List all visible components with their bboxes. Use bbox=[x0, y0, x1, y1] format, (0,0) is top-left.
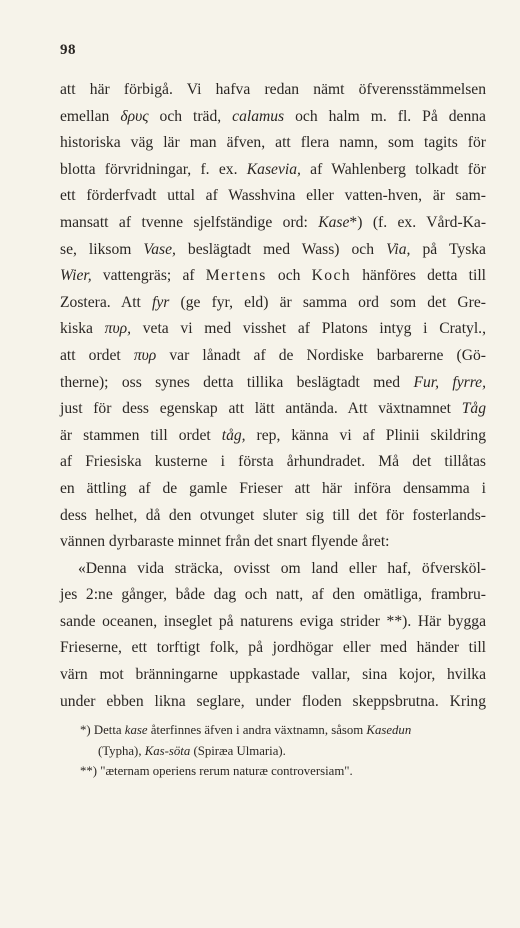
text-run: sande oceanen, inseglet på naturens eviga strider **). Här bygga bbox=[60, 612, 486, 630]
body-text bbox=[60, 77, 486, 715]
text-run: af Wahlenberg tolkadt för bbox=[300, 160, 486, 178]
italic-run: Wier, bbox=[60, 267, 92, 285]
text-line bbox=[60, 77, 486, 104]
text-line bbox=[60, 370, 486, 397]
italic-run: tåg, bbox=[221, 426, 246, 444]
text-run: (Spiræa Ulmaria). bbox=[190, 743, 286, 758]
text-run: af Friesiska kusterne i första århundradet. Må det tillåtas bbox=[60, 453, 486, 471]
italic-run: Via, bbox=[386, 240, 411, 258]
text-line bbox=[60, 529, 486, 556]
italic-run: Kasevia, bbox=[246, 160, 301, 178]
text-line bbox=[60, 689, 486, 716]
text-run: en ättling af de gamle Frieser att här införa densamma i bbox=[60, 479, 486, 497]
text-run: är stammen till ordet bbox=[60, 426, 222, 444]
italic-run: πυρ bbox=[133, 346, 157, 364]
italic-run: δρυς bbox=[120, 107, 149, 125]
italic-run: Kasedun bbox=[366, 723, 412, 737]
text-line bbox=[60, 396, 486, 423]
text-line bbox=[60, 662, 486, 689]
spaced-run: Koch bbox=[311, 267, 352, 285]
footnote-continuation bbox=[60, 741, 486, 762]
text-run: och bbox=[266, 267, 312, 285]
text-run: värn mot bränningarne uppkastade vallar, sina kojor, hvilka bbox=[60, 666, 486, 684]
text-line bbox=[60, 503, 486, 530]
text-line bbox=[60, 104, 486, 131]
italic-run: calamus bbox=[232, 107, 285, 125]
text-line bbox=[60, 609, 486, 636]
text-run: Zostera. Att bbox=[60, 293, 153, 311]
spaced-run: Mertens bbox=[205, 267, 267, 285]
footnotes bbox=[60, 720, 486, 782]
text-line bbox=[60, 263, 486, 290]
text-run: ett förderfvadt uttal af Wasshvina eller vatten-hven, är sam- bbox=[60, 187, 486, 205]
text-run: (ge fyr, eld) är samma ord som det Gre- bbox=[169, 293, 486, 311]
text-run: vattengräs; af bbox=[91, 267, 206, 285]
text-run: emellan bbox=[60, 107, 121, 125]
text-run: vännen dyrbaraste minnet från det snart flyende året: bbox=[60, 533, 390, 551]
text-line bbox=[60, 183, 486, 210]
text-run: therne); oss synes detta tillika beslägtadt med bbox=[60, 373, 414, 391]
italic-run: πυρ, bbox=[104, 320, 131, 338]
text-run: och halm m. fl. På denna bbox=[284, 107, 486, 125]
text-line bbox=[60, 556, 486, 583]
text-run: kiska bbox=[60, 320, 105, 338]
text-line bbox=[60, 237, 486, 264]
text-run: beslägtadt med Wass) och bbox=[175, 240, 387, 258]
text-run: att ordet bbox=[60, 346, 134, 364]
italic-run: Fur, fyrre, bbox=[413, 373, 486, 391]
text-run: blotta förvridningar, f. ex. bbox=[60, 160, 247, 178]
text-line bbox=[60, 423, 486, 450]
text-line bbox=[60, 290, 486, 317]
italic-run: Kas-söta bbox=[144, 743, 191, 758]
text-run: jes 2:ne gånger, både dag och natt, af den omätliga, frambru- bbox=[60, 586, 486, 604]
page-number: 98 bbox=[60, 42, 76, 58]
text-run: att här förbigå. Vi hafva redan nämt öfverensstämmelsen bbox=[60, 81, 486, 98]
text-run: historiska väg lär man äfven, att flera namn, som tagits för bbox=[60, 134, 486, 152]
text-run: just för dess egenskap att lätt antända. Att växtnamnet bbox=[60, 400, 462, 418]
text-run: **) "æternam operiens rerum naturæ controversiam". bbox=[80, 764, 353, 778]
italic-run: Kase bbox=[318, 213, 350, 231]
text-line bbox=[60, 635, 486, 662]
text-run: dess helhet, då den otvunget sluter sig till det för fosterlands- bbox=[60, 506, 486, 524]
text-line bbox=[60, 476, 486, 503]
text-run: återfinnes äfven i andra växtnamn, såsom bbox=[147, 723, 367, 737]
text-run: rep, känna vi af Plinii skildring bbox=[245, 426, 486, 444]
text-line bbox=[60, 316, 486, 343]
italic-run: Vase, bbox=[143, 240, 176, 258]
text-line bbox=[60, 582, 486, 609]
text-run: (Typha), bbox=[98, 743, 145, 758]
text-run: hänföres detta till bbox=[351, 267, 486, 285]
text-line bbox=[60, 343, 486, 370]
text-run: Frieserne, ett torftigt folk, på jordhögar eller med händer till bbox=[60, 639, 486, 657]
italic-run: kase bbox=[124, 723, 148, 737]
text-line bbox=[60, 210, 486, 237]
text-line bbox=[60, 157, 486, 184]
text-run: mansatt af tvenne sjelfständige ord: bbox=[60, 213, 319, 231]
text-line bbox=[60, 449, 486, 476]
footnote bbox=[60, 720, 486, 741]
italic-run: fyr bbox=[152, 293, 170, 311]
italic-run: Tåg bbox=[461, 400, 486, 418]
text-run: veta vi med visshet af Platons intyg i Cratyl., bbox=[131, 320, 486, 338]
text-run: se, liksom bbox=[60, 240, 144, 258]
text-run: *) Detta bbox=[80, 723, 125, 737]
text-run: «Denna vida sträcka, ovisst om land eller haf, öfversköl- bbox=[78, 559, 486, 577]
text-run: på Tyska bbox=[410, 240, 486, 258]
text-run: under ebben likna seglare, under floden skeppsbrutna. Kring bbox=[60, 692, 486, 710]
text-run: var lånadt af de Nordiske barbarerne (Gö- bbox=[156, 346, 486, 364]
footnote bbox=[60, 761, 486, 782]
text-run: *) (f. ex. Vård-Ka- bbox=[349, 213, 487, 231]
text-line bbox=[60, 130, 486, 157]
text-run: och träd, bbox=[148, 107, 233, 125]
